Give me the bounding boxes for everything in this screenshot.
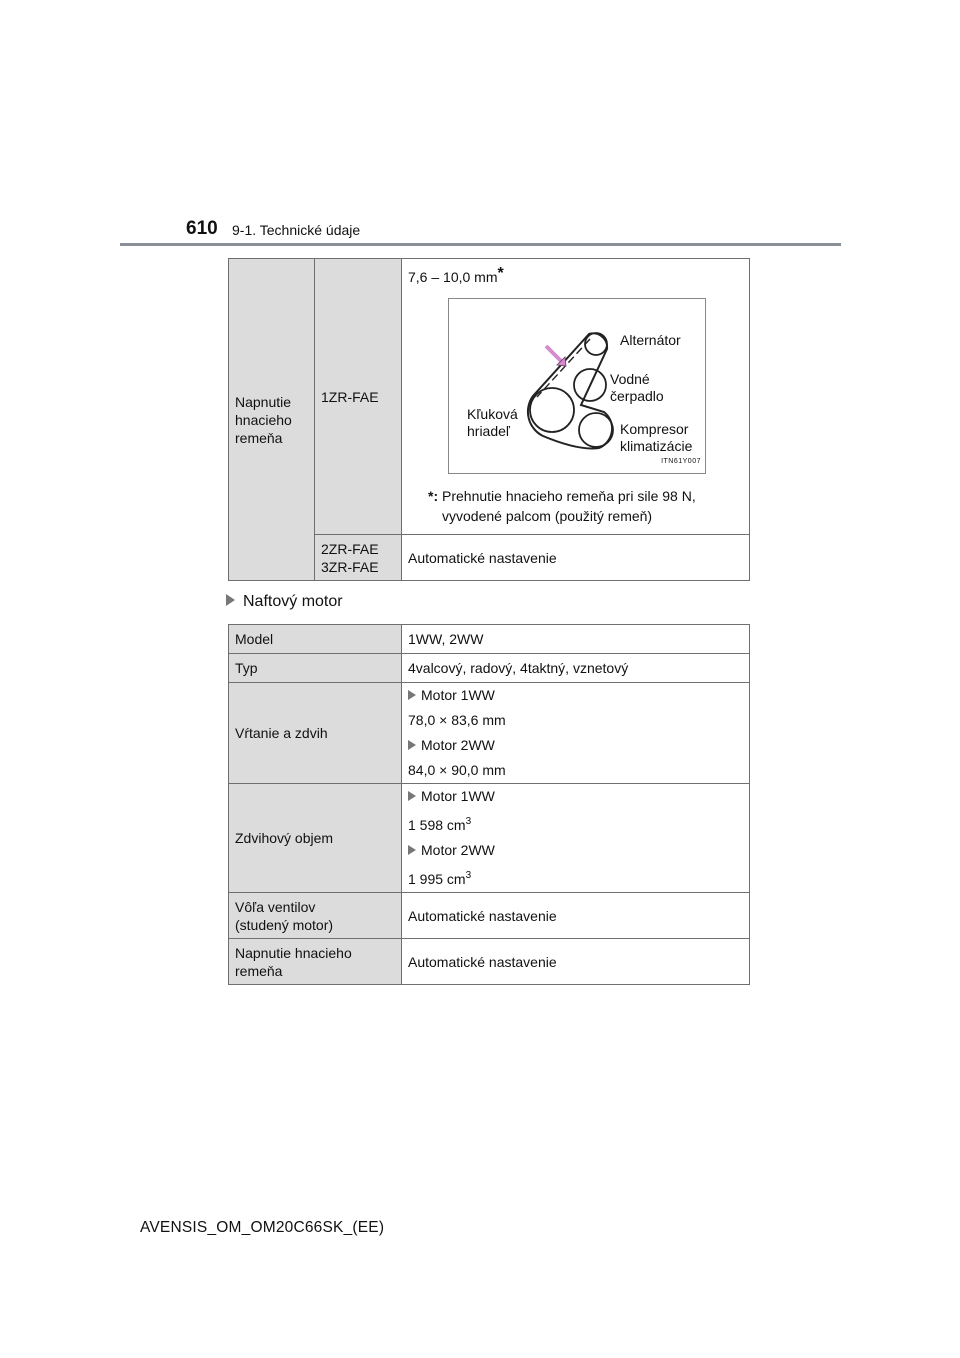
alternator-pulley (585, 333, 607, 355)
belt-footnote: *: Prehnutie hnacieho remeňa pri sile 98 N, vyvodené palcom (použitý remeň) (428, 488, 696, 524)
belt-tension-diesel-value: Automatické nastavenie (402, 939, 750, 985)
header-rule (120, 243, 841, 246)
triangle-bullet-icon (408, 740, 416, 750)
page-number: 610 (186, 218, 218, 239)
bore-stroke-label: Vŕtanie a zdvih (229, 683, 402, 784)
valve-clearance-value: Automatické nastavenie (402, 893, 750, 939)
model-label: Model (229, 625, 402, 654)
compressor-label: Kompresor klimatizácie (620, 421, 693, 454)
table-row (229, 654, 750, 683)
table-row (229, 784, 750, 893)
belt-tension-table (228, 258, 750, 581)
table-row (229, 683, 750, 784)
displacement-values: Motor 1WW 1 598 $cm^3$ Motor 2WW 1 995 $cm^3$ (402, 784, 750, 893)
belt-tension-diesel-label: Napnutie hnacieho remeňa (229, 939, 402, 985)
triangle-bullet-icon (408, 845, 416, 855)
model-value: 1WW, 2WW (402, 625, 750, 654)
document-code: AVENSIS_OM_OM20C66SK_(EE) (140, 1219, 385, 1236)
table-row (229, 893, 750, 939)
engine-1zr-fae: 1ZR-FAE (315, 259, 402, 535)
diesel-engine-table (228, 624, 750, 985)
diesel-section-heading: Naftový motor (226, 593, 343, 611)
triangle-bullet-icon (408, 690, 416, 700)
crankshaft-label: Kľuková hriadeľ (467, 406, 518, 439)
table-row (229, 939, 750, 985)
valve-clearance-label: Vôľa ventilov (studený motor) (229, 893, 402, 939)
triangle-bullet-icon (226, 594, 235, 606)
table-row (229, 625, 750, 654)
type-label: Typ (229, 654, 402, 683)
engines-2zr-3zr: 2ZR-FAE 3ZR-FAE (315, 535, 402, 581)
push-arrow (546, 346, 562, 362)
bore-stroke-values: Motor 1WW 78,0 × 83,6 mm Motor 2WW 84,0 × 90,0 mm (402, 683, 750, 784)
crankshaft-pulley (530, 388, 574, 432)
triangle-bullet-icon (408, 791, 416, 801)
alternator-label: Alternátor (620, 332, 681, 348)
diagram-code: ITN61Y007 (661, 458, 701, 465)
belt-deflection-spec: 7,6 – 10,0 mm* (408, 265, 504, 285)
displacement-label: Zdvihový objem (229, 784, 402, 893)
belt-auto-value: Automatické nastavenie (402, 535, 750, 581)
belt-diagram (448, 298, 706, 474)
belt-tension-label: Napnutie hnacieho remeňa (229, 259, 315, 581)
water-pump-label: Vodné čerpadlo (610, 371, 664, 404)
belt-spec-cell (402, 259, 750, 535)
type-value: 4valcový, radový, 4taktný, vznetový (402, 654, 750, 683)
section-title: 9-1. Technické údaje (232, 222, 361, 238)
